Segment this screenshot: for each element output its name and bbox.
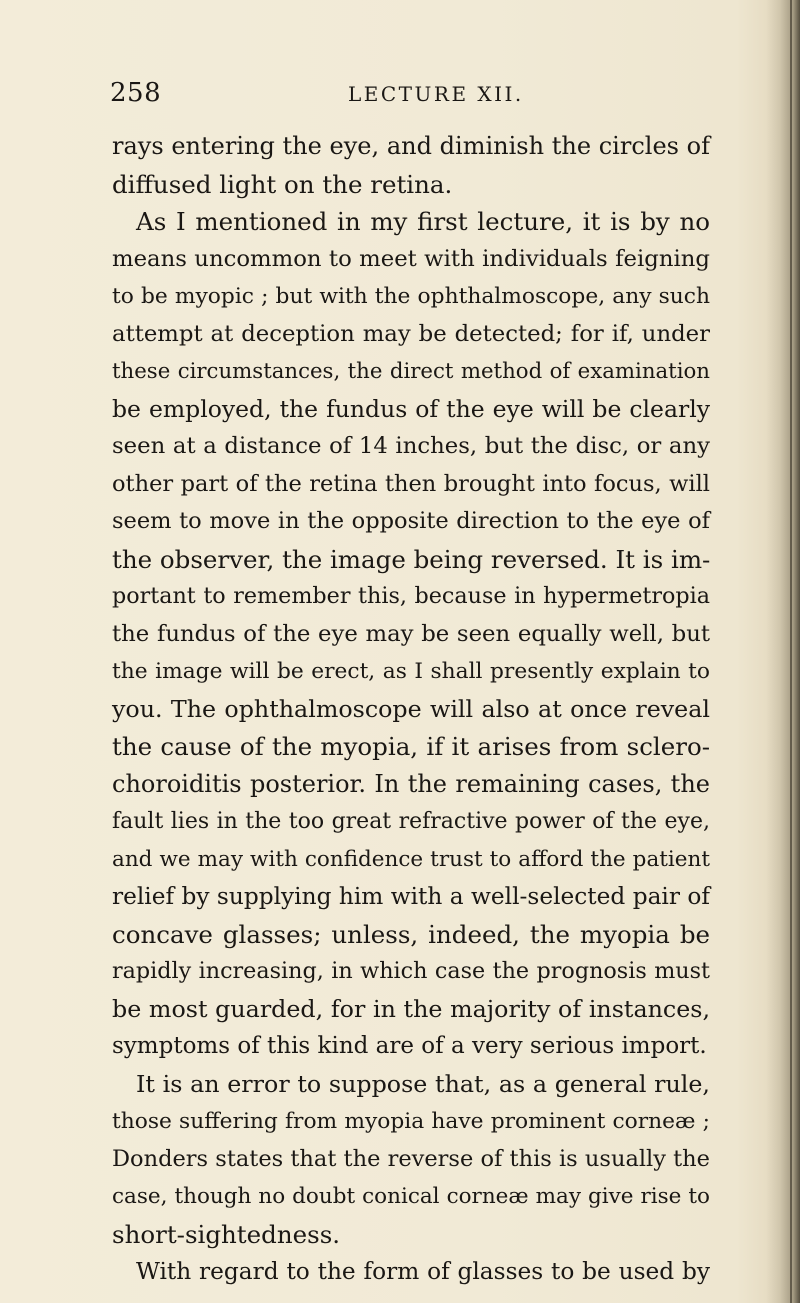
text-line: the image will be erect, as I shall presently explain to	[112, 659, 710, 684]
text-line: these circumstances, the direct method of examination	[112, 359, 710, 384]
page-number: 258	[110, 78, 162, 108]
text-line: rapidly increasing, in which case the prognosis must	[112, 958, 710, 984]
text-line: the observer, the image being reversed. It is im-	[112, 544, 711, 574]
text-line: concave glasses; unless, indeed, the myopia be	[112, 919, 710, 949]
text-line: rays entering the eye, and diminish the circles of	[112, 132, 710, 160]
text-line: With regard to the form of glasses to be used by	[136, 1258, 710, 1285]
text-line: other part of the retina then brought into focus, will	[112, 470, 710, 497]
text-line: portant to remember this, because in hypermetropia	[112, 583, 710, 609]
text-line: the fundus of the eye may be seen equally well, but	[112, 620, 710, 647]
page-edge-shadow	[766, 0, 800, 1303]
text-line: be employed, the fundus of the eye will be clearly	[112, 394, 710, 423]
running-head: LECTURE XII.	[348, 82, 524, 106]
text-line: relief by supplying him with a well-selected pair of	[112, 883, 710, 910]
page-edge-line	[790, 0, 792, 1303]
text-line: attempt at deception may be detected; for if, under	[112, 320, 710, 347]
text-line: the cause of the myopia, if it arises from sclero-	[112, 732, 710, 761]
text-line: seem to move in the opposite direction to the eye of	[112, 508, 710, 534]
text-line: and we may with confidence trust to afford the patient	[112, 846, 710, 872]
text-line: fault lies in the too great refractive power of the eye,	[112, 809, 710, 834]
text-line: seen at a distance of 14 inches, but the disc, or any	[112, 433, 710, 459]
body-text	[112, 128, 710, 1291]
text-line: Donders states that the reverse of this is usually the	[112, 1145, 710, 1172]
text-line: diffused light on the retina.	[112, 169, 453, 199]
text-line: to be myopic ; but with the ophthalmoscope, any such	[112, 284, 710, 309]
text-line: short-sightedness.	[112, 1219, 341, 1249]
text-line: those suffering from myopia have prominent corneæ ;	[112, 1109, 710, 1134]
text-line: choroiditis posterior. In the remaining cases, the	[112, 769, 710, 798]
text-line: As I mentioned in my first lecture, it is by no	[136, 207, 710, 236]
text-line: means uncommon to meet with individuals feigning	[112, 245, 710, 272]
text-line: symptoms of this kind are of a very serious import.	[112, 1033, 707, 1059]
text-line: you. The ophthalmoscope will also at once reveal	[112, 694, 710, 723]
text-line: be most guarded, for in the majority of instances,	[112, 994, 710, 1023]
page-header	[110, 78, 710, 118]
text-line: It is an error to suppose that, as a general rule,	[136, 1069, 710, 1098]
text-line: case, though no doubt conical corneæ may give rise to	[112, 1184, 710, 1209]
